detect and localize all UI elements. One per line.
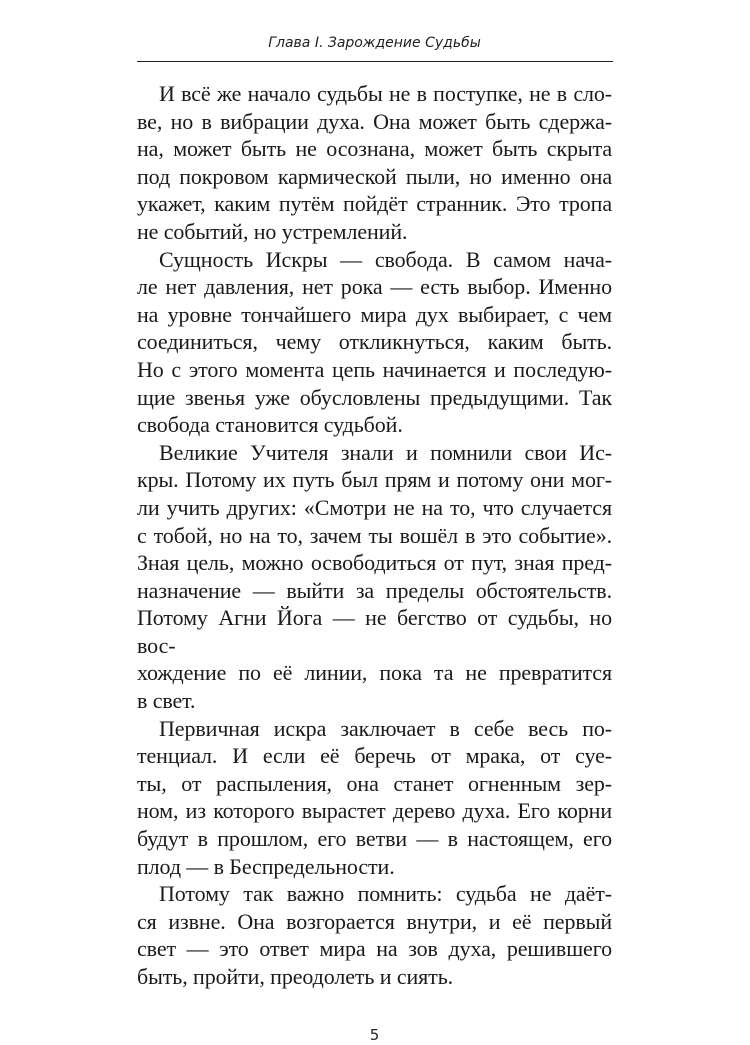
paragraph	[137, 880, 612, 990]
text-line: на уровне тончайшего мира дух выбирает, с чем	[137, 301, 612, 327]
text-line: хождение по её линии, пока та не превратится	[137, 660, 612, 686]
text-line: тенциал. И если её беречь от мрака, от суе-	[137, 743, 612, 769]
body-text	[137, 80, 612, 991]
paragraph	[137, 80, 612, 246]
text-line: быть, пройти, преодолеть и сиять.	[137, 964, 454, 989]
text-line: ле нет давления, нет рока — есть выбор. Именно	[137, 274, 612, 300]
header-rule	[137, 61, 613, 62]
text-line: щие звенья уже обусловлены предыдущими. Так	[137, 384, 612, 410]
text-line: Зная цель, можно освободиться от пут, зная пред-	[137, 550, 612, 576]
page-number: 5	[369, 1025, 380, 1044]
text-line: соединиться, чему откликнуться, каким быть.	[137, 329, 612, 355]
running-header: Глава I. Зарождение Судьбы	[268, 35, 481, 51]
text-line: не событий, но устремлений.	[137, 218, 408, 244]
text-line: назначение — выйти за пределы обстоятельств.	[137, 577, 612, 603]
text-line: свет — это ответ мира на зов духа, решившего	[137, 936, 612, 962]
text-line: Потому Агни Йога — не бегство от судьбы, но вос-	[137, 605, 612, 658]
paragraph	[137, 715, 612, 881]
text-line: И всё же начало судьбы не в поступке, не в сло-	[159, 81, 612, 106]
paragraph	[137, 439, 612, 715]
text-line: ли учить других: «Смотри не на то, что случается	[137, 494, 612, 520]
text-line: Первичная искра заключает в себе весь по-	[159, 715, 612, 741]
paragraph	[137, 246, 612, 439]
text-line: будут в прошлом, его ветви — в настоящем, его	[137, 826, 612, 852]
text-line: укажет, каким путём пойдёт странник. Это тропа	[137, 191, 612, 217]
text-line: с тобой, но на то, зачем ты вошёл в это событие».	[137, 522, 612, 548]
text-line: в свет.	[137, 688, 196, 714]
text-line: плод — в Беспредельности.	[137, 853, 395, 879]
text-line: Сущность Искры — свобода. В самом нача-	[159, 246, 612, 272]
text-line: свобода становится судьбой.	[137, 412, 403, 438]
text-line: ном, из которого вырастет дерево духа. Его корни	[137, 798, 612, 824]
text-line: Но с этого момента цепь начинается и последую-	[137, 356, 612, 382]
text-line: кры. Потому их путь был прям и потому они мог-	[137, 467, 612, 493]
page-content	[137, 80, 612, 1045]
text-line: ты, от распыления, она станет огненным зер-	[137, 770, 612, 796]
text-line: ве, но в вибрации духа. Она может быть сдержа-	[137, 108, 612, 134]
text-line: под покровом кармической пыли, но именно она	[137, 163, 612, 189]
text-line: Потому так важно помнить: судьба не даёт-	[159, 881, 612, 907]
text-line: ся извне. Она возгорается внутри, и её первый	[137, 908, 612, 934]
text-line: Великие Учителя знали и помнили свои Ис-	[159, 439, 612, 465]
text-line: на, может быть не осознана, может быть скрыта	[137, 136, 612, 162]
